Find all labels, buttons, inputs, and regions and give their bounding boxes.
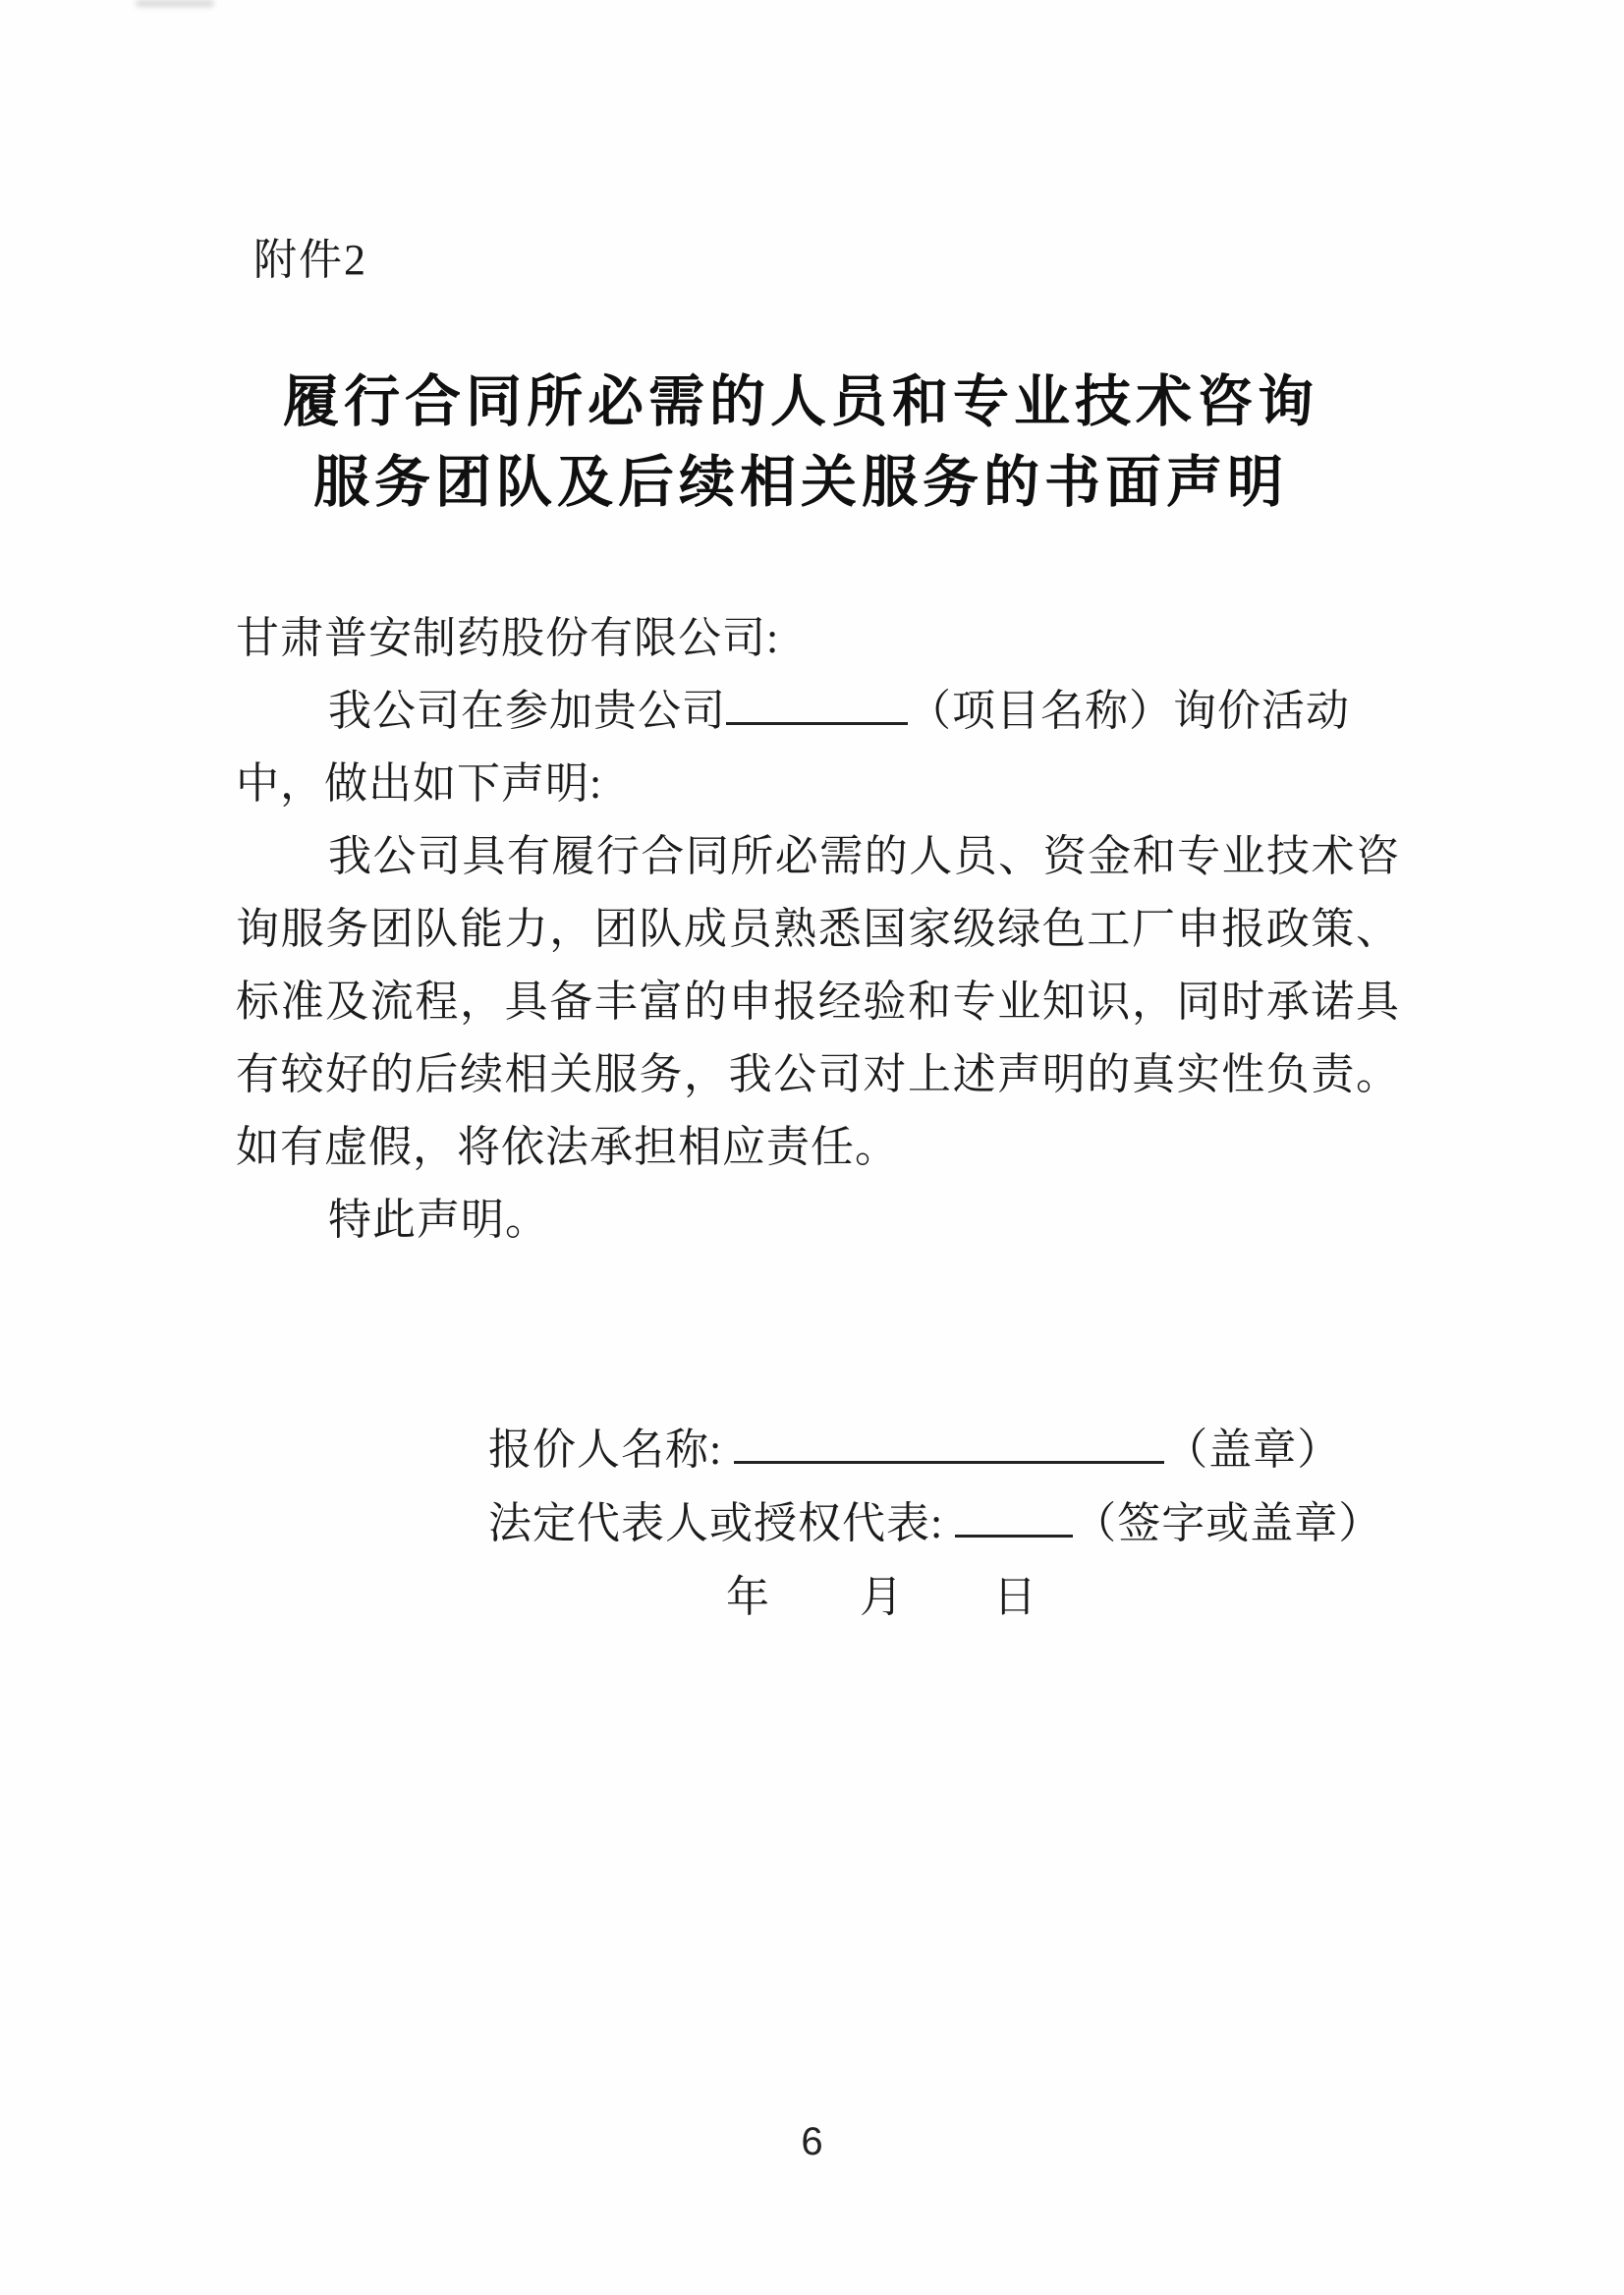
signature-block bbox=[488, 1413, 1412, 1634]
document-title-line1: 履行合同所必需的人员和专业技术咨询 bbox=[283, 371, 1318, 433]
paragraph1-line2: 中，做出如下声明: bbox=[236, 759, 603, 808]
representative-blank-field bbox=[955, 1495, 1073, 1538]
bidder-name-line bbox=[488, 1413, 1412, 1486]
bidder-name-label: 报价人名称: bbox=[488, 1426, 723, 1474]
paragraph1-prefix: 我公司在参加贵公司 bbox=[328, 687, 726, 735]
paragraph1-suffix: （项目名称）询价活动 bbox=[908, 687, 1350, 735]
date-month-label: 月 bbox=[860, 1573, 903, 1621]
representative-label: 法定代表人或授权代表: bbox=[488, 1499, 944, 1547]
date-line bbox=[488, 1560, 1412, 1634]
paragraph2-line1: 我公司具有履行合同所必需的人员、资金和专业技术咨 bbox=[328, 832, 1400, 880]
document-title-line2: 服务团队及后续相关服务的书面声明 bbox=[313, 452, 1288, 514]
salutation: 甘肃普安制药股份有限公司: bbox=[236, 614, 780, 662]
paragraph2-line4: 有较好的后续相关服务，我公司对上述声明的真实性负责。 bbox=[236, 1050, 1400, 1098]
sign-or-seal-note: （签字或盖章） bbox=[1073, 1499, 1383, 1547]
paragraph2-line2: 询服务团队能力，团队成员熟悉国家级绿色工厂申报政策、 bbox=[236, 905, 1400, 953]
paragraph2-line3: 标准及流程，具备丰富的申报经验和专业知识，同时承诺具 bbox=[236, 978, 1400, 1026]
closing-statement: 特此声明。 bbox=[328, 1196, 549, 1244]
document-body bbox=[236, 602, 1400, 1257]
scan-artifact-smudge bbox=[136, 0, 214, 7]
paragraph2-line5: 如有虚假，将依法承担相应责任。 bbox=[236, 1123, 899, 1171]
representative-line bbox=[488, 1486, 1412, 1560]
date-day-label: 日 bbox=[993, 1573, 1036, 1621]
paragraph1-line1 bbox=[236, 675, 1400, 748]
date-year-label: 年 bbox=[726, 1573, 769, 1621]
document-title bbox=[221, 363, 1380, 524]
project-name-blank-field bbox=[726, 683, 908, 725]
page-number: 6 bbox=[801, 2120, 823, 2163]
bidder-name-blank-field bbox=[734, 1422, 1164, 1464]
attachment-label: 附件2 bbox=[253, 236, 367, 284]
seal-note: （盖章） bbox=[1164, 1426, 1342, 1474]
